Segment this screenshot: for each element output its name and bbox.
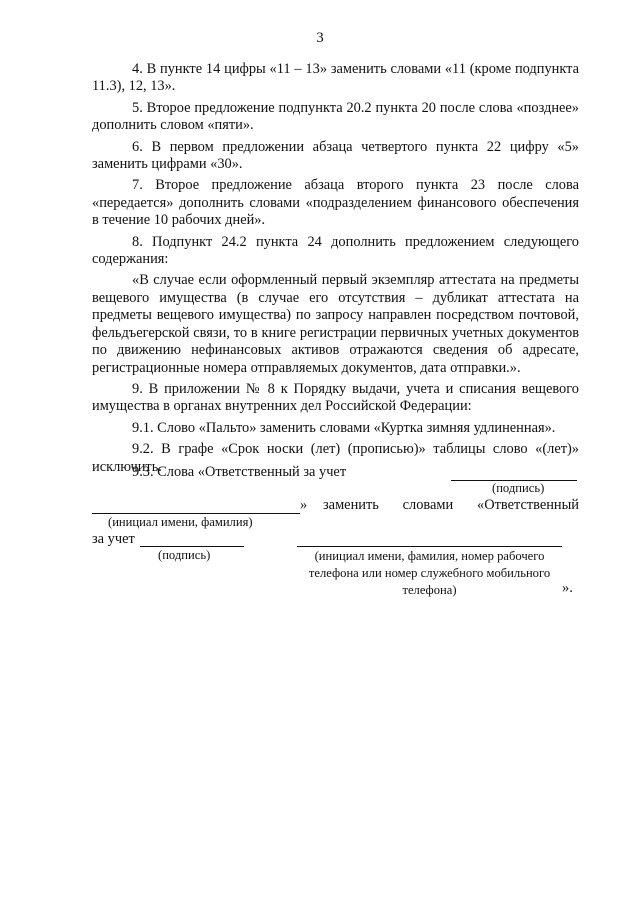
signature-caption-1: (подпись) [492,481,545,495]
za-uchet-label: за учет [92,531,135,547]
paragraph-4: 4. В пункте 14 цифры «11 – 13» заменить словами «11 (кроме подпункта 11.3), 12, 13». [92,61,579,95]
paragraph-9-1: 9.1. Слово «Пальто» заменить словами «Куртка зимняя удлиненная». [132,419,556,436]
paragraph-5: 5. Второе предложение подпункта 20.2 пункта 20 после слова «позднее» дополнить словом «пяти». [92,99,579,134]
initials-line-1 [92,513,300,514]
paragraph-7: 7. Второе предложение абзаца второго пункта 23 после слова «передается» дополнить словами «подразделением финансового обеспечения в течение 10 рабочих дней». [92,177,579,229]
closing-quote: » [300,497,308,513]
item-9-3-lead: 9.3. Слова «Ответственный за учет [132,464,347,480]
initials-phone-line [297,546,562,547]
end-quote: ». [562,580,573,596]
page-number: 3 [316,30,324,46]
paragraph-9-2: 9.2. В графе «Срок носки (лет) (прописью)» таблицы слово «(лет)» исключить. [92,441,579,475]
paragraph-8: 8. Подпункт 24.2 пункта 24 дополнить предложением следующего содержания: [92,233,579,268]
document-body [92,61,579,480]
signature-line-2 [140,546,244,547]
signature-caption-2: (подпись) [158,548,211,562]
initials-caption-1: (инициал имени, фамилия) [108,515,253,529]
replace-text: заменить словами «Ответственный [323,497,579,513]
paragraph-9: 9. В приложении № 8 к Порядку выдачи, учета и списания вещевого имущества в органах внутренних дел Российской Федерации: [92,380,579,415]
initials-phone-caption: (инициал имени, фамилия, номер рабочего телефона или номер служебного мобильного телефона) [308,549,551,597]
paragraph-6: 6. В первом предложении абзаца четвертого пункта 22 цифру «5» заменить цифрами «30». [92,138,579,173]
paragraph-8-quote: «В случае если оформленный первый экземпляр аттестата на предметы вещевого имущества (в случае его отсутствия – дубликат аттестата на предметы вещевого имущества) по запросу направлен посредством почтовой, фельдъегерской связи, то в книге регистрации первичных учетных документов по движению нефинансовых активов отражаются сведения об адресате, регистрационные номера отправляемых документов, дата отправки.». [92,272,579,376]
